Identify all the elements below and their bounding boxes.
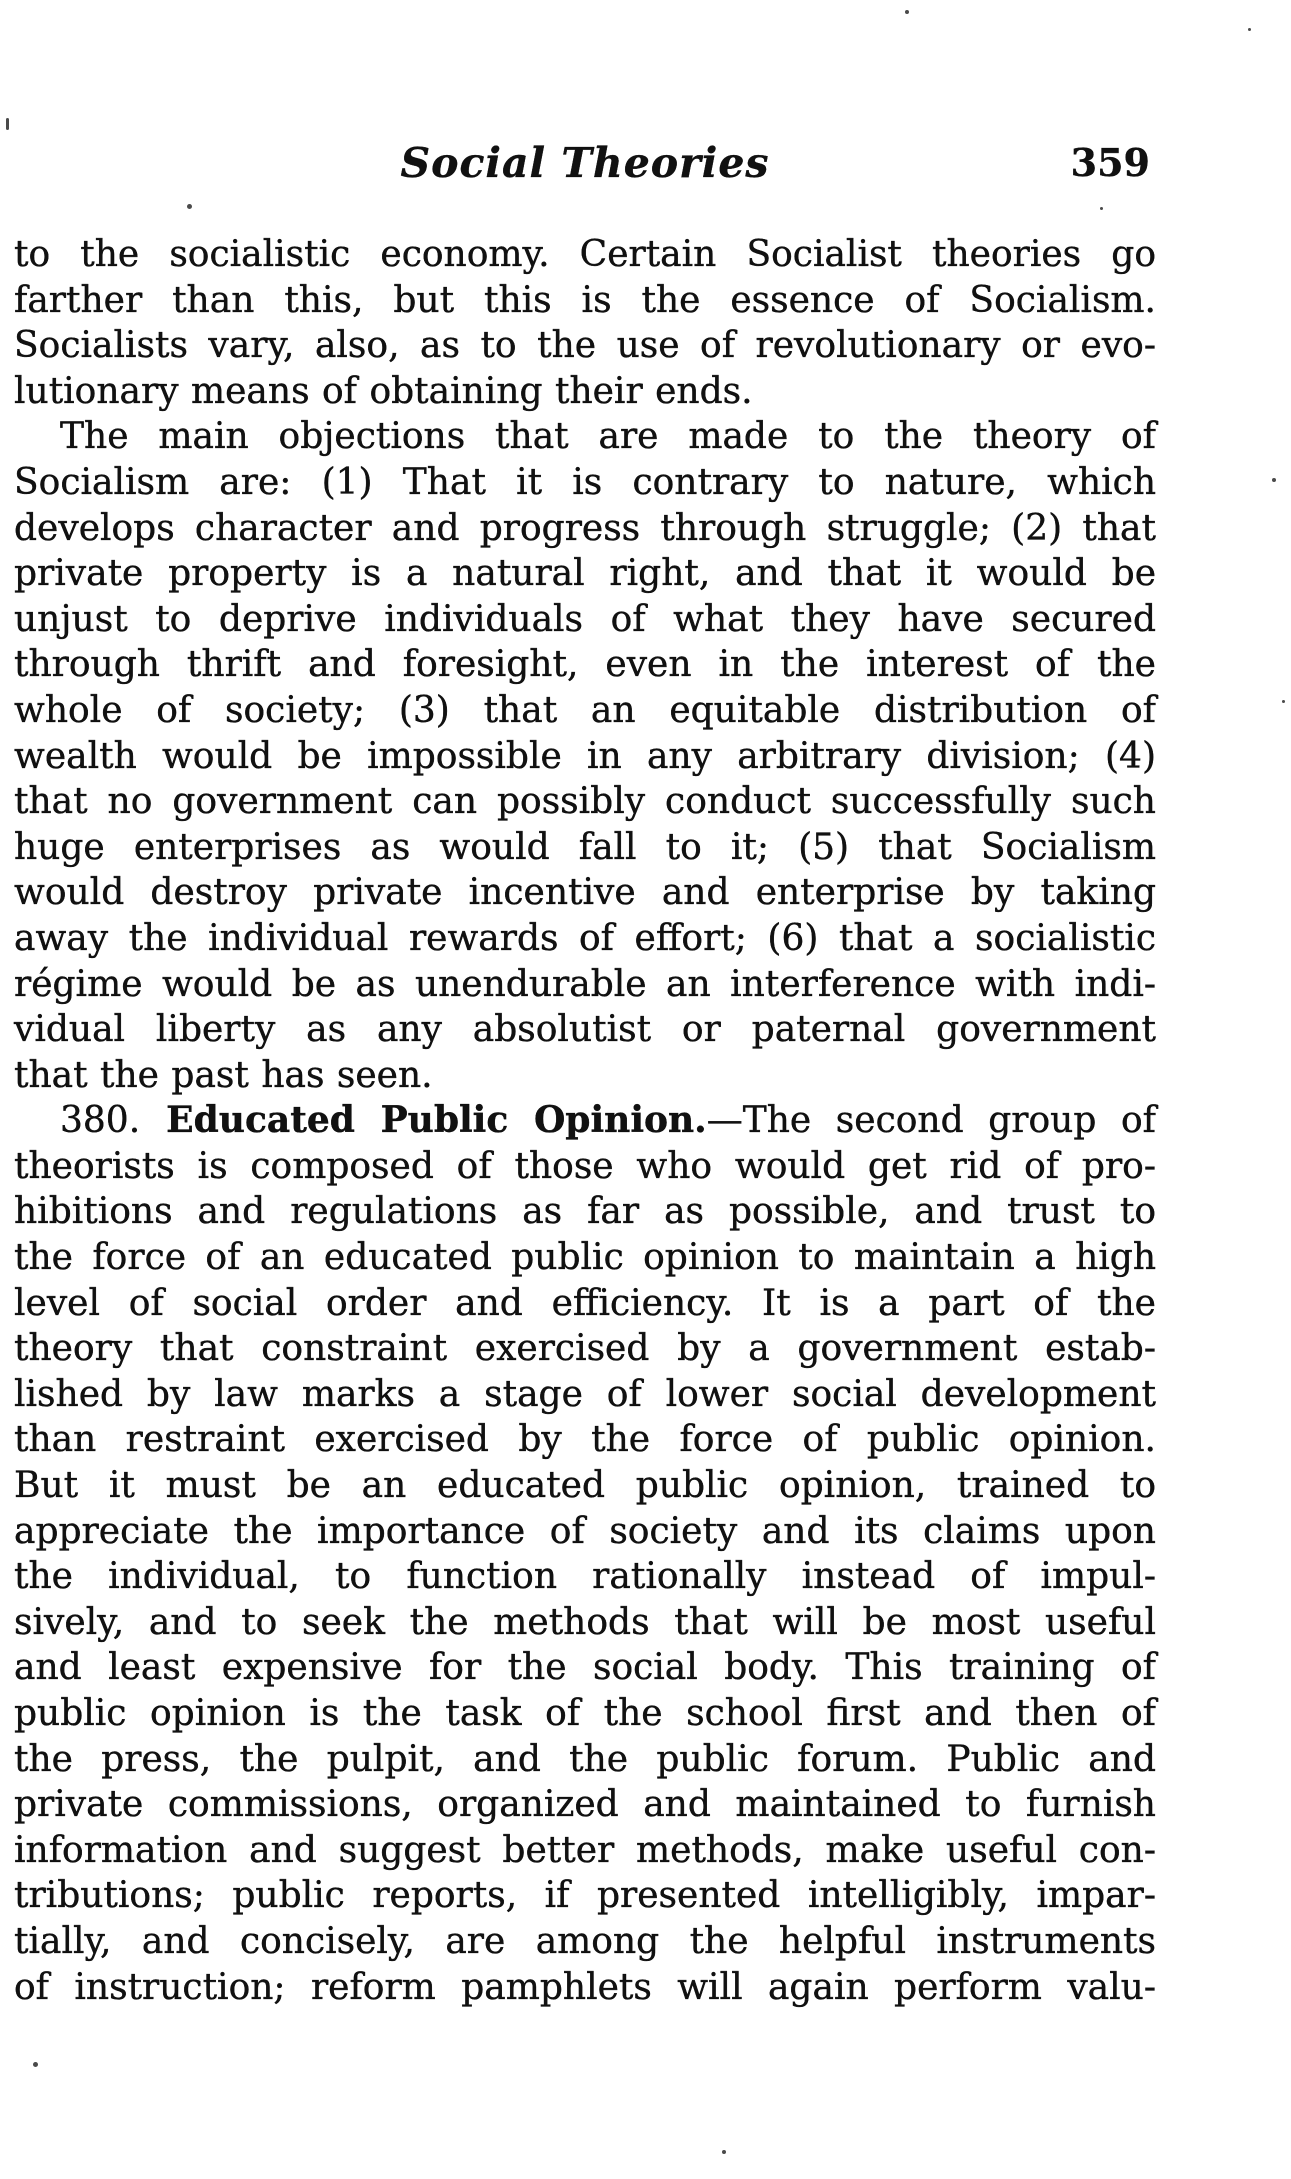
text-line: through thrift and foresight, even in the interest of the	[14, 644, 1156, 686]
text-line: régime would be as unendurable an interference with indi-	[14, 963, 1156, 1005]
text-block	[14, 134, 1156, 2010]
text-line: theorists is composed of those who would get rid of pro-	[14, 1145, 1156, 1187]
text-line: develops character and progress through struggle; (2) that	[14, 507, 1156, 549]
scan-artifact-dot	[33, 2062, 38, 2067]
text-line: hibitions and regulations as far as possible, and trust to	[14, 1191, 1156, 1233]
scan-artifact-dot	[722, 2150, 726, 2154]
text-line: information and suggest better methods, make useful con-	[14, 1829, 1156, 1871]
text-line: But it must be an educated public opinion, trained to	[14, 1465, 1156, 1507]
text-line: wealth would be impossible in any arbitrary division; (4)	[14, 735, 1156, 777]
text-line: appreciate the importance of society and its claims upon	[14, 1510, 1156, 1552]
text-line: away the individual rewards of effort; (6) that a socialistic	[14, 917, 1156, 959]
text-line: unjust to deprive individuals of what they have secured	[14, 598, 1156, 640]
text-line: than restraint exercised by the force of public opinion.	[14, 1419, 1156, 1461]
body-text	[14, 232, 1156, 2010]
text-line: lutionary means of obtaining their ends.	[14, 370, 753, 412]
text-line: and least expensive for the social body. This training of	[14, 1647, 1156, 1689]
scan-artifact-dot	[905, 10, 909, 14]
text-line: The main objections that are made to the theory of	[60, 416, 1156, 458]
paragraph-educated-public-opinion	[14, 1098, 1156, 2010]
scan-artifact-dot	[1248, 28, 1251, 31]
text-line: private commissions, organized and maintained to furnish	[14, 1784, 1156, 1826]
section-number: 380.	[60, 1100, 141, 1142]
text-line: farther than this, but this is the essence of Socialism.	[14, 279, 1156, 321]
paragraph-main-objections	[14, 414, 1156, 1098]
text-line: sively, and to seek the methods that will be most useful	[14, 1601, 1156, 1643]
text-line: of instruction; reform pamphlets will again perform valu-	[14, 1966, 1156, 2008]
running-head	[14, 134, 1156, 192]
text-line: huge enterprises as would fall to it; (5) that Socialism	[14, 826, 1156, 868]
text-line: tributions; public reports, if presented intelligibly, impar-	[14, 1875, 1156, 1917]
page-title: Social Theories	[400, 139, 770, 187]
text-line: would destroy private incentive and enterprise by taking	[14, 872, 1156, 914]
text-line: the press, the pulpit, and the public forum. Public and	[14, 1738, 1156, 1780]
text-line: whole of society; (3) that an equitable distribution of	[14, 689, 1156, 731]
text-line: the individual, to function rationally instead of impul-	[14, 1556, 1156, 1598]
text-line: that no government can possibly conduct successfully such	[14, 781, 1156, 823]
text-line: Socialism are: (1) That it is contrary to nature, which	[14, 461, 1156, 503]
scan-artifact-dot	[1282, 700, 1285, 703]
page-number: 359	[1070, 140, 1150, 185]
text-line: vidual liberty as any absolutist or paternal government	[14, 1009, 1156, 1051]
text-line: that the past has seen.	[14, 1054, 433, 1096]
section-heading: Educated Public Opinion.	[166, 1099, 707, 1142]
scan-artifact-dot	[1272, 478, 1276, 482]
paragraph-lines	[14, 1144, 1156, 2010]
scan-artifact-tick	[6, 118, 9, 130]
text-line: public opinion is the task of the school first and then of	[14, 1693, 1156, 1734]
text-line: Socialists vary, also, as to the use of revolutionary or evo-	[14, 325, 1156, 367]
text-line: the force of an educated public opinion to maintain a high	[14, 1237, 1156, 1279]
text-line: level of social order and efficiency. It is a part of the	[14, 1282, 1156, 1324]
section-first-line-text: —The second group of	[706, 1100, 1156, 1142]
section-start-line	[14, 1098, 1156, 1144]
text-line: to the socialistic economy. Certain Socialist theories go	[14, 234, 1156, 275]
scan-artifact-dot	[1100, 207, 1103, 210]
scan-artifact-dot	[187, 204, 192, 209]
text-line: private property is a natural right, and that it would be	[14, 553, 1156, 595]
text-line: tially, and concisely, are among the helpful instruments	[14, 1920, 1156, 1962]
text-line: theory that constraint exercised by a government estab-	[14, 1328, 1156, 1370]
paragraph-socialism-continued	[14, 232, 1156, 414]
text-line: lished by law marks a stage of lower social development	[14, 1373, 1156, 1415]
